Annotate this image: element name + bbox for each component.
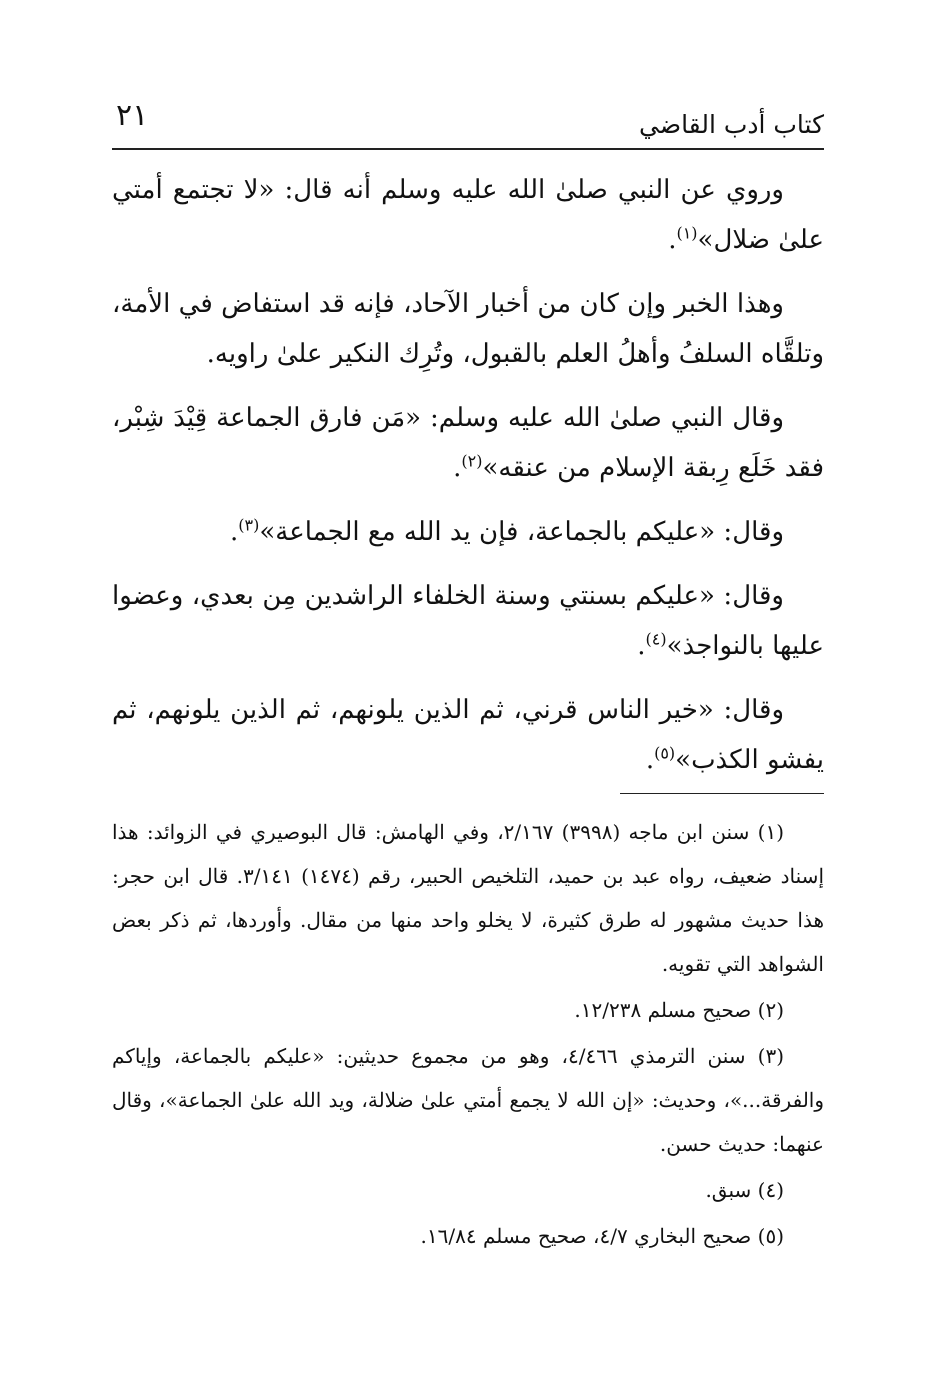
footnote-ref: (٤): [645, 629, 667, 649]
footnote-ref: (٥): [654, 743, 676, 763]
paragraph: [112, 165, 824, 265]
paragraph-end: .: [645, 745, 655, 775]
footnote-ref: (١): [676, 223, 698, 243]
paragraph: [112, 685, 824, 785]
paragraph-text: وهذا الخبر وإن كان من أخبار الآحاد، فإنه قد استفاض في الأمة، وتلقَّاه السلفُ وأهلُ العلم بالقبول، وتُرِك النكير علىٰ راويه.: [112, 289, 824, 369]
paragraph-end: .: [668, 225, 677, 255]
paragraph: [112, 279, 824, 379]
footnote: (١) سنن ابن ماجه (٣٩٩٨) ٢/١٦٧، وفي الهامش: قال البوصيري في الزوائد: هذا إسناد ضعيف، رواه عبد بن حميد، التلخيص الحبير، رقم (١٤٧٤) ٣/١٤١. قال ابن حجر: هذا حديث مشهور له طرق كثيرة، لا يخلو واحد منها من مقال. وأوردها، ثم ذكر بعض الشواهد التي تقويه.: [112, 820, 824, 976]
footnotes: [112, 810, 824, 1260]
paragraph: [112, 507, 824, 557]
footnote-separator: [620, 793, 824, 794]
footnote: (٥) صحيح البخاري ٤/٧، صحيح مسلم ١٦/٨٤.: [420, 1224, 784, 1248]
main-text: [112, 165, 824, 799]
footnote: (٣) سنن الترمذي ٤/٤٦٦، وهو من مجموع حديثين: «عليكم بالجماعة، وإياكم والفرقة...»، وحديث: «إن الله لا يجمع أمتي علىٰ ضلالة، ويد الله علىٰ الجماعة»، وقال عنهما: حديث حسن.: [112, 1044, 824, 1156]
paragraph-text: وقال: «عليكم بسنتي وسنة الخلفاء الراشدين مِن بعدي، وعضوا عليها بالنواجذ»: [112, 581, 824, 661]
running-header: [112, 98, 824, 150]
footnote-ref: (٣): [238, 515, 260, 535]
paragraph-text: وروي عن النبي صلىٰ الله عليه وسلم أنه قال: «لا تجتمع أمتي علىٰ ضلال»: [112, 175, 824, 255]
paragraph: [112, 571, 824, 671]
footnote: (٢) صحيح مسلم ١٢/٢٣٨.: [574, 998, 784, 1022]
paragraph-end: .: [637, 631, 646, 661]
paragraph-end: .: [453, 453, 462, 483]
page-number: ٢١: [116, 98, 149, 133]
paragraph-text: وقال النبي صلىٰ الله عليه وسلم: «مَن فارق الجماعة قِيْدَ شِبْر، فقد خَلَع رِبقة الإسلام من عنقه»: [112, 403, 824, 483]
footnote-ref: (٢): [461, 451, 483, 471]
paragraph-end: .: [230, 517, 239, 547]
book-title: كتاب أدب القاضي: [639, 110, 824, 139]
paragraph-text: وقال: «عليكم بالجماعة، فإن يد الله مع الجماعة»: [259, 517, 784, 547]
paragraph: [112, 393, 824, 493]
footnote: (٤) سبق.: [705, 1178, 784, 1202]
paragraph-text: وقال: «خير الناس قرني، ثم الذين يلونهم، ثم الذين يلونهم، ثم يفشو الكذب»: [112, 695, 824, 775]
